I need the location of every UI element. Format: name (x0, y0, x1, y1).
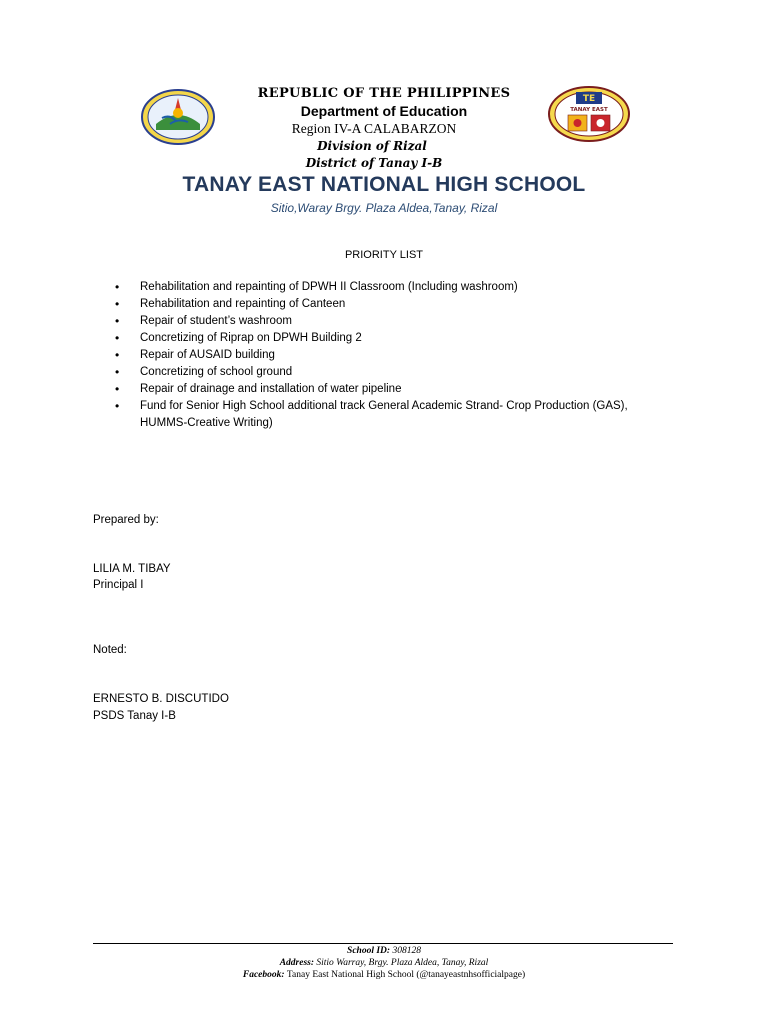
logo-lettering: TANAY EAST (570, 107, 608, 113)
prepared-by-name: LILIA M. TIBAY (93, 563, 171, 575)
footer-facebook (0, 970, 768, 980)
prepared-by-label: Prepared by: (93, 514, 159, 526)
school-name: TANAY EAST NATIONAL HIGH SCHOOL (182, 173, 586, 196)
list-item: • Repair of drainage and installation of water pipeline (93, 381, 653, 398)
list-item: • Fund for Senior High School additional track General Academic Strand- Crop Production (GAS), HUMMS-Creative Writing) (93, 398, 653, 432)
list-item: • Repair of AUSAID building (93, 347, 653, 364)
footer-address-value: Sitio Warray, Brgy. Plaza Aldea, Tanay, Rizal (316, 958, 489, 968)
priority-list (93, 279, 653, 432)
footer-facebook-label: Facebook: (242, 970, 285, 980)
noted-by-label: Noted: (93, 644, 127, 656)
footer-school-id-value: 308128 (392, 946, 421, 956)
republic-heading: REPUBLIC OF THE PHILIPPINES (257, 86, 511, 101)
school-address: Sitio,Waray Brgy. Plaza Aldea,Tanay, Rizal (270, 201, 498, 215)
footer-school-id-label: School ID: (347, 946, 391, 956)
district-heading: District of Tanay I-B (305, 156, 443, 170)
footer-address (0, 958, 768, 968)
footer-school-id (0, 946, 768, 956)
footer-address-label: Address: (279, 958, 315, 968)
division-heading: Division of Rizal (317, 139, 427, 153)
document-title: PRIORITY LIST (344, 249, 424, 261)
region-heading: Region IV-A CALABARZON (291, 121, 457, 136)
noted-by-title: PSDS Tanay I-B (93, 710, 176, 722)
list-item: • Concretizing of Riprap on DPWH Building 2 (93, 330, 653, 347)
footer-divider (93, 943, 673, 944)
list-item: • Repair of student’s washroom (93, 313, 653, 330)
svg-text:TE: TE (582, 94, 596, 104)
list-item: • Rehabilitation and repainting of DPWH II Classroom (Including washroom) (93, 279, 653, 296)
department-heading: Department of Education (300, 103, 468, 119)
prepared-by-title: Principal I (93, 579, 144, 591)
footer-facebook-value[interactable]: Tanay East National High School (@tanayeastnhsofficialpage) (286, 970, 526, 980)
noted-by-name: ERNESTO B. DISCUTIDO (93, 693, 229, 705)
list-item: • Concretizing of school ground (93, 364, 653, 381)
list-item: • Rehabilitation and repainting of Canteen (93, 296, 653, 313)
